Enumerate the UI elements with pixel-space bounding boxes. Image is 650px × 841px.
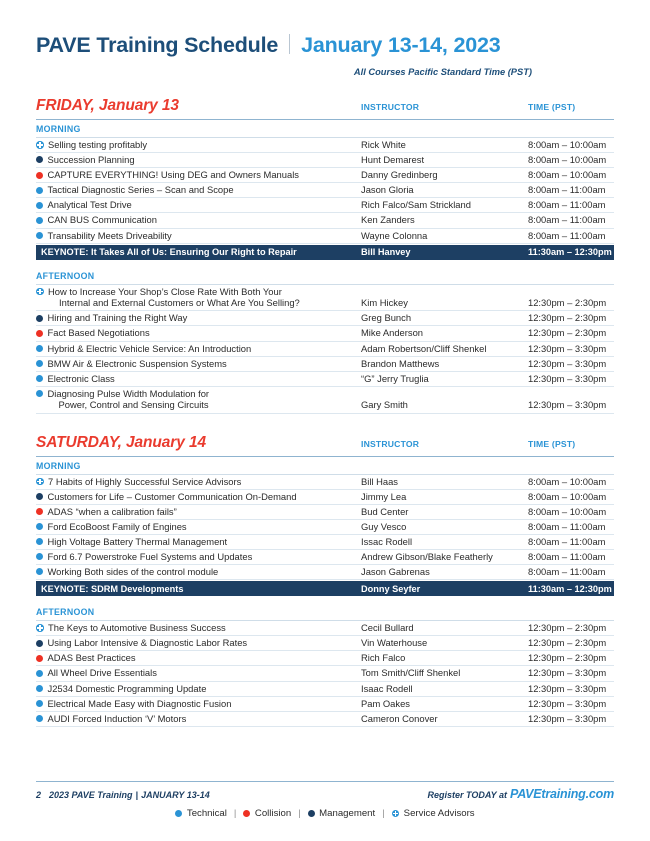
footer-right [427, 787, 614, 801]
course-row [36, 153, 614, 168]
legend-technical-bullet-icon [175, 810, 182, 817]
time-cell: 12:30pm – 3:30pm [528, 712, 607, 724]
time-cell: 12:30pm – 3:30pm [528, 357, 607, 369]
keynote-instructor: Donny Seyfer [361, 583, 421, 594]
time-cell: 12:30pm – 2:30pm [528, 297, 607, 309]
course-advisor-bullet-icon [36, 624, 44, 632]
course-title [48, 536, 228, 548]
course-cell [36, 551, 361, 563]
course-cell [36, 169, 361, 181]
section-label-morning: MORNING [36, 457, 614, 475]
legend-item [308, 808, 376, 819]
instructor-cell: Danny Gredinberg [361, 169, 438, 181]
days-container [36, 97, 614, 727]
legend-separator: | [382, 808, 385, 819]
course-row [36, 168, 614, 183]
afternoon-wrap [36, 603, 614, 727]
course-row [36, 213, 614, 228]
course-title-line1: Fact Based Negotiations [47, 327, 150, 339]
course-cell [36, 327, 361, 339]
course-cell [36, 667, 361, 679]
course-row [36, 565, 614, 580]
time-cell: 8:00am – 10:00am [528, 169, 607, 181]
time-cell: 8:00am – 11:00am [528, 550, 606, 562]
time-cell: 12:30pm – 3:30pm [528, 342, 607, 354]
course-cell [36, 698, 361, 710]
course-cell [36, 713, 361, 725]
course-title-line1: Transability Meets Driveability [47, 229, 172, 241]
course-title [48, 476, 241, 488]
course-technical-bullet-icon [36, 360, 43, 367]
course-title [48, 154, 135, 166]
instructor-cell: Kim Hickey [361, 297, 408, 309]
column-header-time: TIME (PST) [528, 438, 576, 449]
morning-rows [36, 138, 614, 244]
course-title-line1: Succession Planning [47, 154, 135, 166]
instructor-cell: Mike Anderson [361, 327, 424, 339]
course-row [36, 535, 614, 550]
course-title-line1: Selling testing profitably [48, 139, 148, 150]
course-row [36, 697, 614, 712]
footer-event-dates: JANUARY 13-14 [141, 790, 210, 800]
time-cell: 12:30pm – 2:30pm [528, 637, 607, 649]
instructor-cell: Issac Rodell [361, 535, 413, 547]
course-row [36, 138, 614, 153]
section-label-afternoon: AFTERNOON [36, 603, 614, 621]
course-row [36, 311, 614, 326]
footer-line [36, 787, 614, 801]
course-cell [36, 214, 361, 226]
time-cell: 8:00am – 10:00am [528, 139, 607, 150]
legend-advisor-bullet-icon [392, 810, 400, 818]
day-name: FRIDAY, January 13 [36, 97, 179, 114]
instructor-cell: Andrew Gibson/Blake Featherly [361, 550, 493, 562]
time-cell: 12:30pm – 3:30pm [528, 399, 607, 411]
time-cell: 12:30pm – 3:30pm [528, 667, 607, 679]
course-title-line1: Analytical Test Drive [47, 199, 132, 211]
time-cell: 12:30pm – 3:30pm [528, 682, 607, 694]
course-row [36, 387, 614, 414]
instructor-cell: Rick White [361, 139, 406, 150]
course-cell [36, 154, 361, 166]
course-title [48, 521, 187, 533]
instructor-cell: Rich Falco/Sam Strickland [361, 199, 471, 211]
website-link[interactable]: PAVEtraining.com [510, 787, 614, 801]
keynote-row [36, 245, 614, 260]
instructor-cell: Tom Smith/Cliff Shenkel [361, 667, 461, 679]
course-title-line1: BMW Air & Electronic Suspension Systems [47, 357, 227, 369]
time-cell: 8:00am – 10:00am [528, 154, 607, 166]
course-title-line1: AUDI Forced Induction ‘V’ Motors [47, 712, 187, 724]
course-title [48, 566, 219, 578]
legend-item [175, 808, 227, 819]
course-title-line1: CAPTURE EVERYTHING! Using DEG and Owners Manuals [47, 169, 299, 181]
keynote-time: 11:30am – 12:30pm [528, 247, 612, 258]
time-cell: 8:00am – 11:00am [528, 566, 606, 578]
time-cell: 8:00am – 11:00am [528, 535, 606, 547]
course-cell [36, 622, 361, 634]
course-technical-bullet-icon [36, 345, 43, 352]
keynote-row [36, 581, 614, 596]
course-title [48, 230, 172, 242]
section-label-afternoon: AFTERNOON [36, 267, 614, 285]
afternoon-wrap [36, 267, 614, 414]
course-cell [36, 506, 361, 518]
course-title-line1: ADAS Best Practices [47, 652, 136, 664]
keynote-time: 11:30am – 12:30pm [528, 583, 612, 594]
course-title [48, 652, 136, 664]
course-row [36, 505, 614, 520]
register-text: Register TODAY at [427, 790, 507, 800]
course-title [48, 214, 157, 226]
course-title-line1: Hiring and Training the Right Way [47, 312, 188, 324]
instructor-cell: Jason Gloria [361, 184, 414, 196]
legend-label: Management [319, 808, 376, 819]
course-cell [36, 312, 361, 324]
instructor-cell: Jimmy Lea [361, 490, 407, 502]
footer-divider [36, 781, 614, 782]
time-cell: 12:30pm – 2:30pm [528, 327, 607, 339]
course-row [36, 682, 614, 697]
instructor-cell: Bill Haas [361, 475, 398, 487]
column-header-instructor: INSTRUCTOR [361, 102, 420, 112]
time-cell: 12:30pm – 2:30pm [528, 652, 607, 664]
time-cell: 12:30pm – 2:30pm [528, 312, 607, 324]
course-technical-bullet-icon [36, 715, 43, 722]
course-title [48, 667, 157, 679]
course-title-line1: 7 Habits of Highly Successful Service Advisors [48, 475, 242, 487]
time-cell: 8:00am – 10:00am [528, 505, 607, 517]
course-technical-bullet-icon [36, 187, 43, 194]
course-advisor-bullet-icon [36, 141, 44, 149]
course-title-line1: Using Labor Intensive & Diagnostic Labor Rates [47, 637, 248, 649]
course-management-bullet-icon [36, 493, 43, 500]
page-title: PAVE Training Schedule [36, 33, 279, 57]
course-technical-bullet-icon [36, 202, 43, 209]
legend-management-bullet-icon [308, 810, 315, 817]
legend-label: Technical [186, 808, 227, 819]
time-cell: 12:30pm – 3:30pm [528, 697, 607, 709]
instructor-cell: Pam Oakes [361, 697, 410, 709]
instructor-cell: Hunt Demarest [361, 154, 425, 166]
course-title [48, 491, 297, 503]
course-cell [36, 536, 361, 548]
column-header-time: TIME (PST) [528, 102, 576, 112]
afternoon-rows [36, 285, 614, 414]
legend-separator: | [298, 808, 301, 819]
category-legend [36, 808, 614, 819]
day-block [36, 97, 614, 414]
course-title-line1: Working Both sides of the control module [47, 566, 219, 578]
course-title-line1: Diagnosing Pulse Width Modulation for [47, 387, 210, 399]
course-title [48, 327, 150, 339]
time-cell: 8:00am – 10:00am [528, 490, 607, 502]
course-title [48, 551, 253, 563]
course-row [36, 357, 614, 372]
day-header [36, 97, 614, 120]
course-row [36, 651, 614, 666]
course-cell [36, 683, 361, 695]
time-cell: 8:00am – 11:00am [528, 520, 606, 532]
instructor-cell: Gary Smith [361, 399, 408, 411]
course-row [36, 198, 614, 213]
course-cell [36, 358, 361, 370]
course-title [48, 184, 234, 196]
course-title [48, 312, 188, 324]
course-cell [36, 491, 361, 503]
time-cell: 8:00am – 11:00am [528, 184, 606, 196]
instructor-cell: Vin Waterhouse [361, 637, 428, 649]
course-technical-bullet-icon [36, 375, 43, 382]
course-cell [36, 230, 361, 242]
instructor-cell: Greg Bunch [361, 312, 412, 324]
course-title [48, 698, 232, 710]
course-row [36, 712, 614, 727]
course-cell [36, 343, 361, 355]
document-header [36, 0, 614, 77]
course-title [48, 506, 177, 518]
course-row [36, 229, 614, 244]
course-row [36, 636, 614, 651]
day-name: SATURDAY, January 14 [36, 433, 206, 451]
time-cell: 12:30pm – 2:30pm [528, 622, 607, 634]
course-title-line1: Tactical Diagnostic Series – Scan and Scope [47, 184, 234, 196]
course-cell [36, 476, 361, 488]
course-title-line1: Hybrid & Electric Vehicle Service: An Introduction [47, 342, 252, 354]
footer-left [36, 790, 210, 800]
time-cell: 8:00am – 11:00am [528, 229, 606, 241]
course-technical-bullet-icon [36, 553, 43, 560]
course-title [48, 373, 115, 385]
day-header [36, 434, 614, 457]
morning-rows [36, 475, 614, 581]
event-date: January 13-14, 2023 [301, 33, 501, 57]
course-row [36, 490, 614, 505]
course-title-line2: Internal and External Customers or What Are You Selling? [59, 297, 300, 309]
course-cell [36, 566, 361, 578]
course-title-line1: Electronic Class [47, 372, 115, 384]
course-cell [36, 652, 361, 664]
time-cell: 12:30pm – 3:30pm [528, 372, 607, 384]
course-technical-bullet-icon [36, 523, 43, 530]
course-title [48, 713, 187, 725]
instructor-cell: Brandon Matthews [361, 357, 440, 369]
course-title-line1: All Wheel Drive Essentials [47, 667, 157, 679]
course-title-line2: Power, Control and Sensing Circuits [58, 399, 209, 411]
course-title [48, 286, 300, 309]
course-row [36, 475, 614, 490]
course-management-bullet-icon [36, 640, 43, 647]
course-cell [36, 139, 361, 151]
page-footer [36, 781, 614, 819]
course-collision-bullet-icon [36, 655, 43, 662]
course-collision-bullet-icon [36, 172, 43, 179]
instructor-cell: Bud Center [361, 505, 409, 517]
section-label-morning: MORNING [36, 120, 614, 138]
course-technical-bullet-icon [36, 538, 43, 545]
time-cell: 8:00am – 11:00am [528, 214, 606, 226]
instructor-cell: “G” Jerry Truglia [361, 372, 429, 384]
course-title [48, 343, 252, 355]
legend-label: Service Advisors [403, 808, 475, 819]
course-technical-bullet-icon [36, 670, 43, 677]
course-title-line1: J2534 Domestic Programming Update [47, 682, 207, 694]
course-cell [36, 637, 361, 649]
instructor-cell: Jason Gabrenas [361, 566, 430, 578]
course-row [36, 326, 614, 341]
course-title-line1: High Voltage Battery Thermal Management [47, 535, 228, 547]
course-title [48, 622, 226, 634]
instructor-cell: Isaac Rodell [361, 682, 413, 694]
title-divider-icon [289, 34, 290, 54]
course-technical-bullet-icon [36, 685, 43, 692]
legend-item [243, 808, 291, 819]
course-technical-bullet-icon [36, 217, 43, 224]
course-title [48, 169, 299, 181]
course-title [48, 139, 147, 151]
keynote-title: KEYNOTE: It Takes All of Us: Ensuring Our Right to Repair [41, 247, 297, 258]
legend-item [392, 808, 475, 819]
keynote-instructor: Bill Hanvey [361, 247, 411, 258]
course-advisor-bullet-icon [36, 478, 44, 486]
course-title [48, 388, 210, 411]
course-row [36, 621, 614, 636]
course-collision-bullet-icon [36, 508, 43, 515]
afternoon-rows [36, 621, 614, 727]
course-cell [36, 286, 361, 309]
course-row [36, 285, 614, 312]
course-title [48, 358, 227, 370]
instructor-cell: Guy Vesco [361, 520, 407, 532]
legend-separator: | [233, 808, 237, 819]
instructor-cell: Wayne Colonna [361, 229, 428, 241]
course-title-line1: ADAS “when a calibration fails” [47, 505, 177, 517]
course-title [48, 199, 132, 211]
timezone-note: All Courses Pacific Standard Time (PST) [353, 67, 532, 77]
course-cell [36, 373, 361, 385]
course-technical-bullet-icon [36, 568, 43, 575]
course-collision-bullet-icon [36, 330, 43, 337]
instructor-cell: Rich Falco [361, 652, 406, 664]
course-management-bullet-icon [36, 156, 43, 163]
course-cell [36, 199, 361, 211]
course-title-line1: Ford 6.7 Powerstroke Fuel Systems and Updates [47, 550, 253, 562]
course-management-bullet-icon [36, 315, 43, 322]
course-row [36, 550, 614, 565]
course-row [36, 666, 614, 681]
course-title-line1: The Keys to Automotive Business Success [48, 622, 226, 634]
course-title-line1: How to Increase Your Shop’s Close Rate With Both Your [48, 285, 282, 297]
footer-separator: | [135, 790, 139, 800]
legend-collision-bullet-icon [243, 810, 250, 817]
course-cell [36, 521, 361, 533]
course-technical-bullet-icon [36, 700, 43, 707]
course-title [48, 637, 248, 649]
column-header-instructor: INSTRUCTOR [361, 438, 420, 449]
legend-label: Collision [254, 808, 292, 819]
instructor-cell: Ken Zanders [361, 214, 415, 226]
course-title-line1: Ford EcoBoost Family of Engines [47, 520, 187, 532]
course-title-line1: Customers for Life – Customer Communication On-Demand [47, 490, 297, 502]
course-technical-bullet-icon [36, 232, 43, 239]
course-title [48, 683, 207, 695]
course-cell [36, 388, 361, 411]
course-advisor-bullet-icon [36, 288, 44, 296]
course-row [36, 520, 614, 535]
course-row [36, 372, 614, 387]
footer-event-name: 2023 PAVE Training [49, 790, 133, 800]
title-row [36, 32, 614, 58]
course-row [36, 342, 614, 357]
course-title-line1: Electrical Made Easy with Diagnostic Fusion [47, 697, 232, 709]
course-row [36, 183, 614, 198]
instructor-cell: Cecil Bullard [361, 622, 414, 634]
keynote-title: KEYNOTE: SDRM Developments [41, 583, 184, 594]
time-cell: 8:00am – 10:00am [528, 475, 607, 487]
instructor-cell: Cameron Conover [361, 712, 438, 724]
time-cell: 8:00am – 11:00am [528, 199, 606, 211]
instructor-cell: Adam Robertson/Cliff Shenkel [361, 342, 487, 354]
course-title-line1: CAN BUS Communication [47, 214, 157, 226]
course-technical-bullet-icon [36, 390, 43, 397]
day-block [36, 434, 614, 727]
page-number: 2 [36, 790, 42, 800]
course-cell [36, 184, 361, 196]
